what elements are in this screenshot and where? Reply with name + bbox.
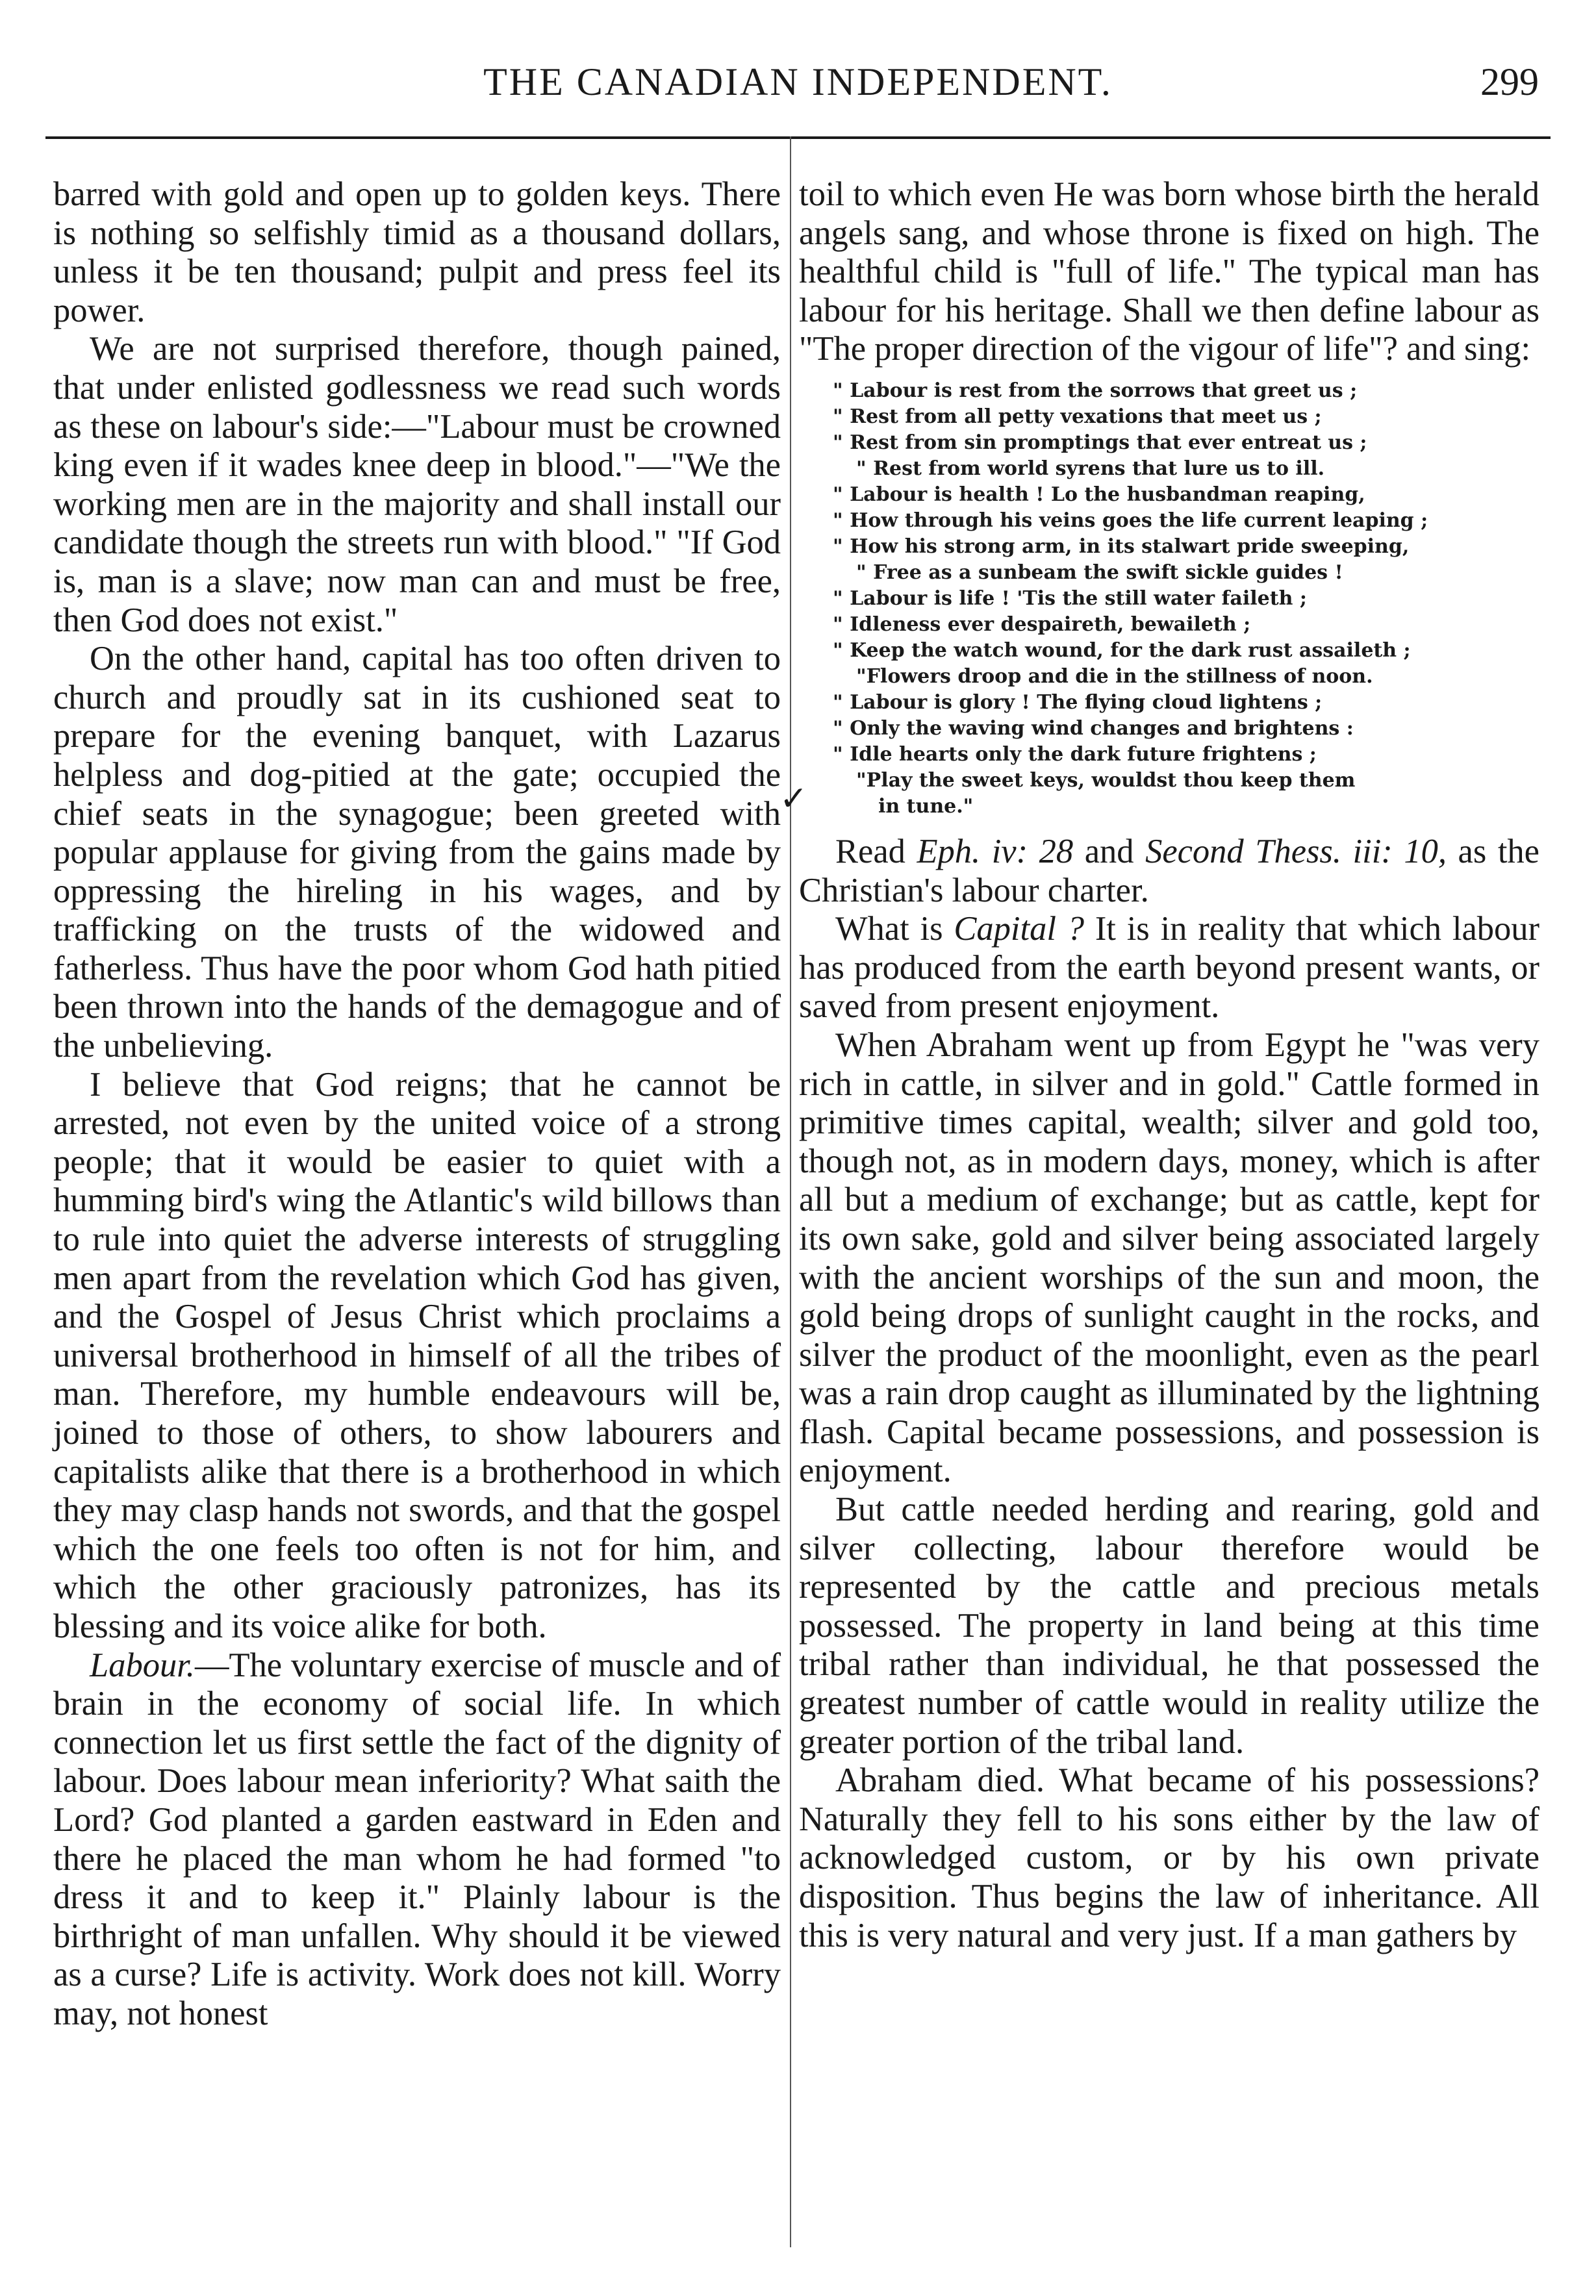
- publication-title: THE CANADIAN INDEPENDENT.: [483, 60, 1113, 103]
- poem-line: " Idle hearts only the dark future frightens ;: [833, 742, 1317, 766]
- term: Capital ?: [954, 910, 1084, 948]
- paragraph: We are not surprised therefore, though pained, that under enlisted godlessness we read such words as these on labour's side:—"Labour must be crowned king even if it wades knee deep in blood."—"We the working men are in the majority and shall install our candidate though the streets run with blood." "If God is, man is a slave; now man can and must be free, then God does not exist.": [53, 330, 781, 639]
- paragraph: barred with gold and open up to golden keys. There is nothing so selfishly timid as a thousand dollars, unless it be ten thousand; pulpit and press feel its power.: [53, 175, 781, 329]
- header-rule: [45, 136, 1551, 139]
- poem-line: " Rest from world syrens that lure us to ill.: [856, 457, 1325, 480]
- paragraph-text: It is in reality that which labour has produced from the earth beyond present wants, or saved from present enjoyment.: [799, 910, 1539, 1026]
- poem: [833, 378, 1539, 820]
- paragraph: Abraham died. What became of his possessions? Naturally they fell to his sons either by the law of acknowledged custom, or by his own private disposition. Thus begins the law of inheritance. All this is very natural and very just. If a man gathers by: [799, 1761, 1539, 1954]
- paragraph: I believe that God reigns; that he cannot be arrested, not even by the united voice of a strong people; that it would be easier to quiet with a humming bird's wing the Atlantic's wild billows than to rule into quiet the adverse interests of struggling men apart from the revelation which God has given, and the Gospel of Jesus Christ which proclaims a universal brotherhood in himself of all the tribes of man. Therefore, my humble endeavours will be, joined to those of others, to show labourers and capitalists alike that there is a brotherhood in which they may clasp hands not swords, and that the gospel which the one feels too often is not for him, and which the other graciously patronizes, has its blessing and its voice alike for both.: [53, 1065, 781, 1645]
- poem-line: " Only the waving wind changes and brightens :: [833, 716, 1354, 740]
- right-column: [799, 175, 1539, 1955]
- poem-line: in tune.": [878, 794, 974, 818]
- page-number: 299: [1480, 60, 1539, 103]
- paragraph: When Abraham went up from Egypt he "was very rich in cattle, in silver and in gold." Cattle formed in primitive times capital, wealth; silver and gold too, though not, as in modern days, money, which is after all but a medium of exchange; but as cattle, kept for its own sake, gold and silver being associated largely with the ancient worships of the sun and moon, the gold being drops of sunlight caught in the rocks, and silver the product of the moonlight, even as the pearl was a rain drop caught as illuminated by the lightning flash. Capital became possessions, and possession is enjoyment.: [799, 1026, 1539, 1490]
- paragraph: [799, 833, 1539, 910]
- poem-line: " How his strong arm, in its stalwart pride sweeping,: [833, 535, 1410, 558]
- page-header: [45, 60, 1551, 112]
- paragraph: [53, 1646, 781, 2034]
- poem-line: " Keep the watch wound, for the dark rust assaileth ;: [833, 638, 1411, 662]
- left-column: [53, 175, 781, 2034]
- paragraph: [799, 910, 1539, 1026]
- poem-line: " Idleness ever despaireth, bewaileth ;: [833, 612, 1251, 636]
- paragraph-text: as the Christian's labour charter.: [799, 832, 1539, 909]
- poem-line: " How through his veins goes the life current leaping ;: [833, 509, 1428, 532]
- paragraph-text: and: [1073, 832, 1146, 870]
- poem-line: " Free as a sunbeam the swift sickle guides !: [856, 561, 1343, 584]
- paragraph-text: What is: [835, 910, 954, 948]
- paragraph: On the other hand, capital has too often driven to church and proudly sat in its cushioned seat to prepare for the evening banquet, with Lazarus helpless and dog-pitied at the gate; occupied the chief seats in the synagogue; been greeted with popular applause for giving from the gains made by oppressing the hireling in his wages, and by trafficking on the trusts of the widowed and fatherless. Thus have the poor whom God hath pitied been thrown into the hands of the demagogue and of the unbelieving.: [53, 640, 781, 1065]
- paragraph: toil to which even He was born whose birth the herald angels sang, and whose throne is fixed on high. The healthful child is "full of life." The typical man has labour for his heritage. Shall we then define labour as "The proper direction of the vigour of life"? and sing:: [799, 175, 1539, 368]
- poem-line: " Labour is rest from the sorrows that greet us ;: [833, 379, 1358, 402]
- check-mark-icon: ✓: [779, 779, 808, 818]
- column-divider: [790, 136, 791, 2247]
- poem-line: " Rest from all petty vexations that meet us ;: [833, 405, 1322, 428]
- poem-line: " Rest from sin promptings that ever entreat us ;: [833, 431, 1367, 454]
- poem-line: "Flowers droop and die in the stillness of noon.: [856, 664, 1373, 688]
- poem-line: " Labour is glory ! The flying cloud lightens ;: [833, 690, 1323, 714]
- scripture-reference: Second Thess. iii: 10,: [1145, 832, 1447, 870]
- scripture-reference: Eph. iv: 28: [917, 832, 1074, 870]
- paragraph-text: Read: [835, 832, 917, 870]
- paragraph: But cattle needed herding and rearing, gold and silver collecting, labour therefore would be represented by the cattle and precious metals possessed. The property in land being at this time tribal rather than individual, he that possessed the greatest number of cattle would in reality utilize the greater portion of the tribal land.: [799, 1491, 1539, 1761]
- poem-line: "Play the sweet keys, wouldst thou keep them: [856, 768, 1356, 792]
- poem-line: " Labour is health ! Lo the husbandman reaping,: [833, 483, 1365, 506]
- poem-line: " Labour is life ! 'Tis the still water faileth ;: [833, 587, 1307, 610]
- section-lead: Labour.: [90, 1646, 195, 1684]
- paragraph-text: —The voluntary exercise of muscle and of brain in the economy of social life. In which connection let us first settle the fact of the dignity of labour. Does labour mean inferiority? What saith the Lord? God planted a garden eastward in Eden and there he placed the man whom he had formed "to dress it and to keep it." Plainly labour is the birthright of man unfallen. Why should it be viewed as a curse? Life is activity. Work does not kill. Worry may, not honest: [53, 1646, 781, 2032]
